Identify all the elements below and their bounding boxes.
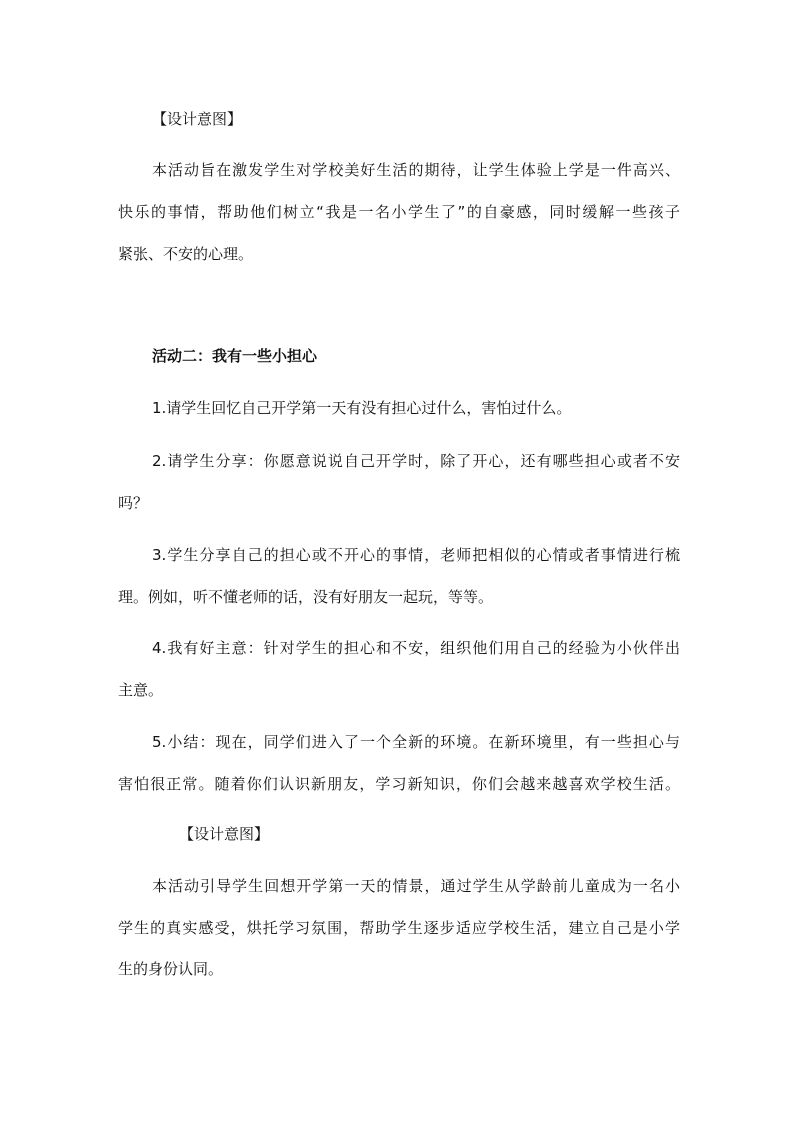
design-intent-1-line-2: 快乐的事情，帮助他们树立“我是一名小学生了”的自豪感，同时缓解一些孩子	[118, 203, 680, 221]
design-intent-1-line-3: 紧张、不安的心理。	[118, 245, 254, 263]
activity-2-item-3-line-2: 理。例如，听不懂老师的话，没有好朋友一起玩，等等。	[118, 588, 494, 606]
activity-2-item-4-line-1: 4.我有好主意：针对学生的担心和不安，组织他们用自己的经验为小伙伴出	[152, 639, 680, 657]
design-intent-2-line-1: 本活动引导学生回想开学第一天的情景，通过学生从学龄前儿童成为一名小	[152, 877, 680, 895]
design-intent-heading-2: 【设计意图】	[179, 825, 270, 843]
activity-2-item-5-line-2: 害怕很正常。随着你们认识新朋友，学习新知识，你们会越来越喜欢学校生活。	[118, 775, 680, 793]
design-intent-heading-1: 【设计意图】	[152, 110, 243, 128]
activity-2-item-1-line-1: 1.请学生回忆自己开学第一天有没有担心过什么，害怕过什么。	[152, 399, 572, 417]
design-intent-2-line-3: 生的身份认同。	[118, 960, 224, 978]
activity-2-item-4-line-2: 主意。	[118, 681, 164, 699]
activity-2-item-2-line-2: 吗？	[118, 494, 149, 512]
design-intent-2-line-2: 学生的真实感受，烘托学习氛围，帮助学生逐步适应学校生活，建立自己是小学	[118, 919, 680, 937]
activity-2-item-2-line-1: 2.请学生分享：你愿意说说自己开学时，除了开心，还有哪些担心或者不安	[152, 452, 680, 470]
activity-2-item-3-line-1: 3.学生分享自己的担心或不开心的事情，老师把相似的心情或者事情进行梳	[152, 546, 680, 564]
activity-2-title: 活动二：我有一些小担心	[152, 347, 318, 365]
design-intent-1-line-1: 本活动旨在激发学生对学校美好生活的期待，让学生体验上学是一件高兴、	[152, 161, 680, 179]
activity-2-item-5-line-1: 5.小结：现在，同学们进入了一个全新的环境。在新环境里，有一些担心与	[152, 733, 680, 751]
